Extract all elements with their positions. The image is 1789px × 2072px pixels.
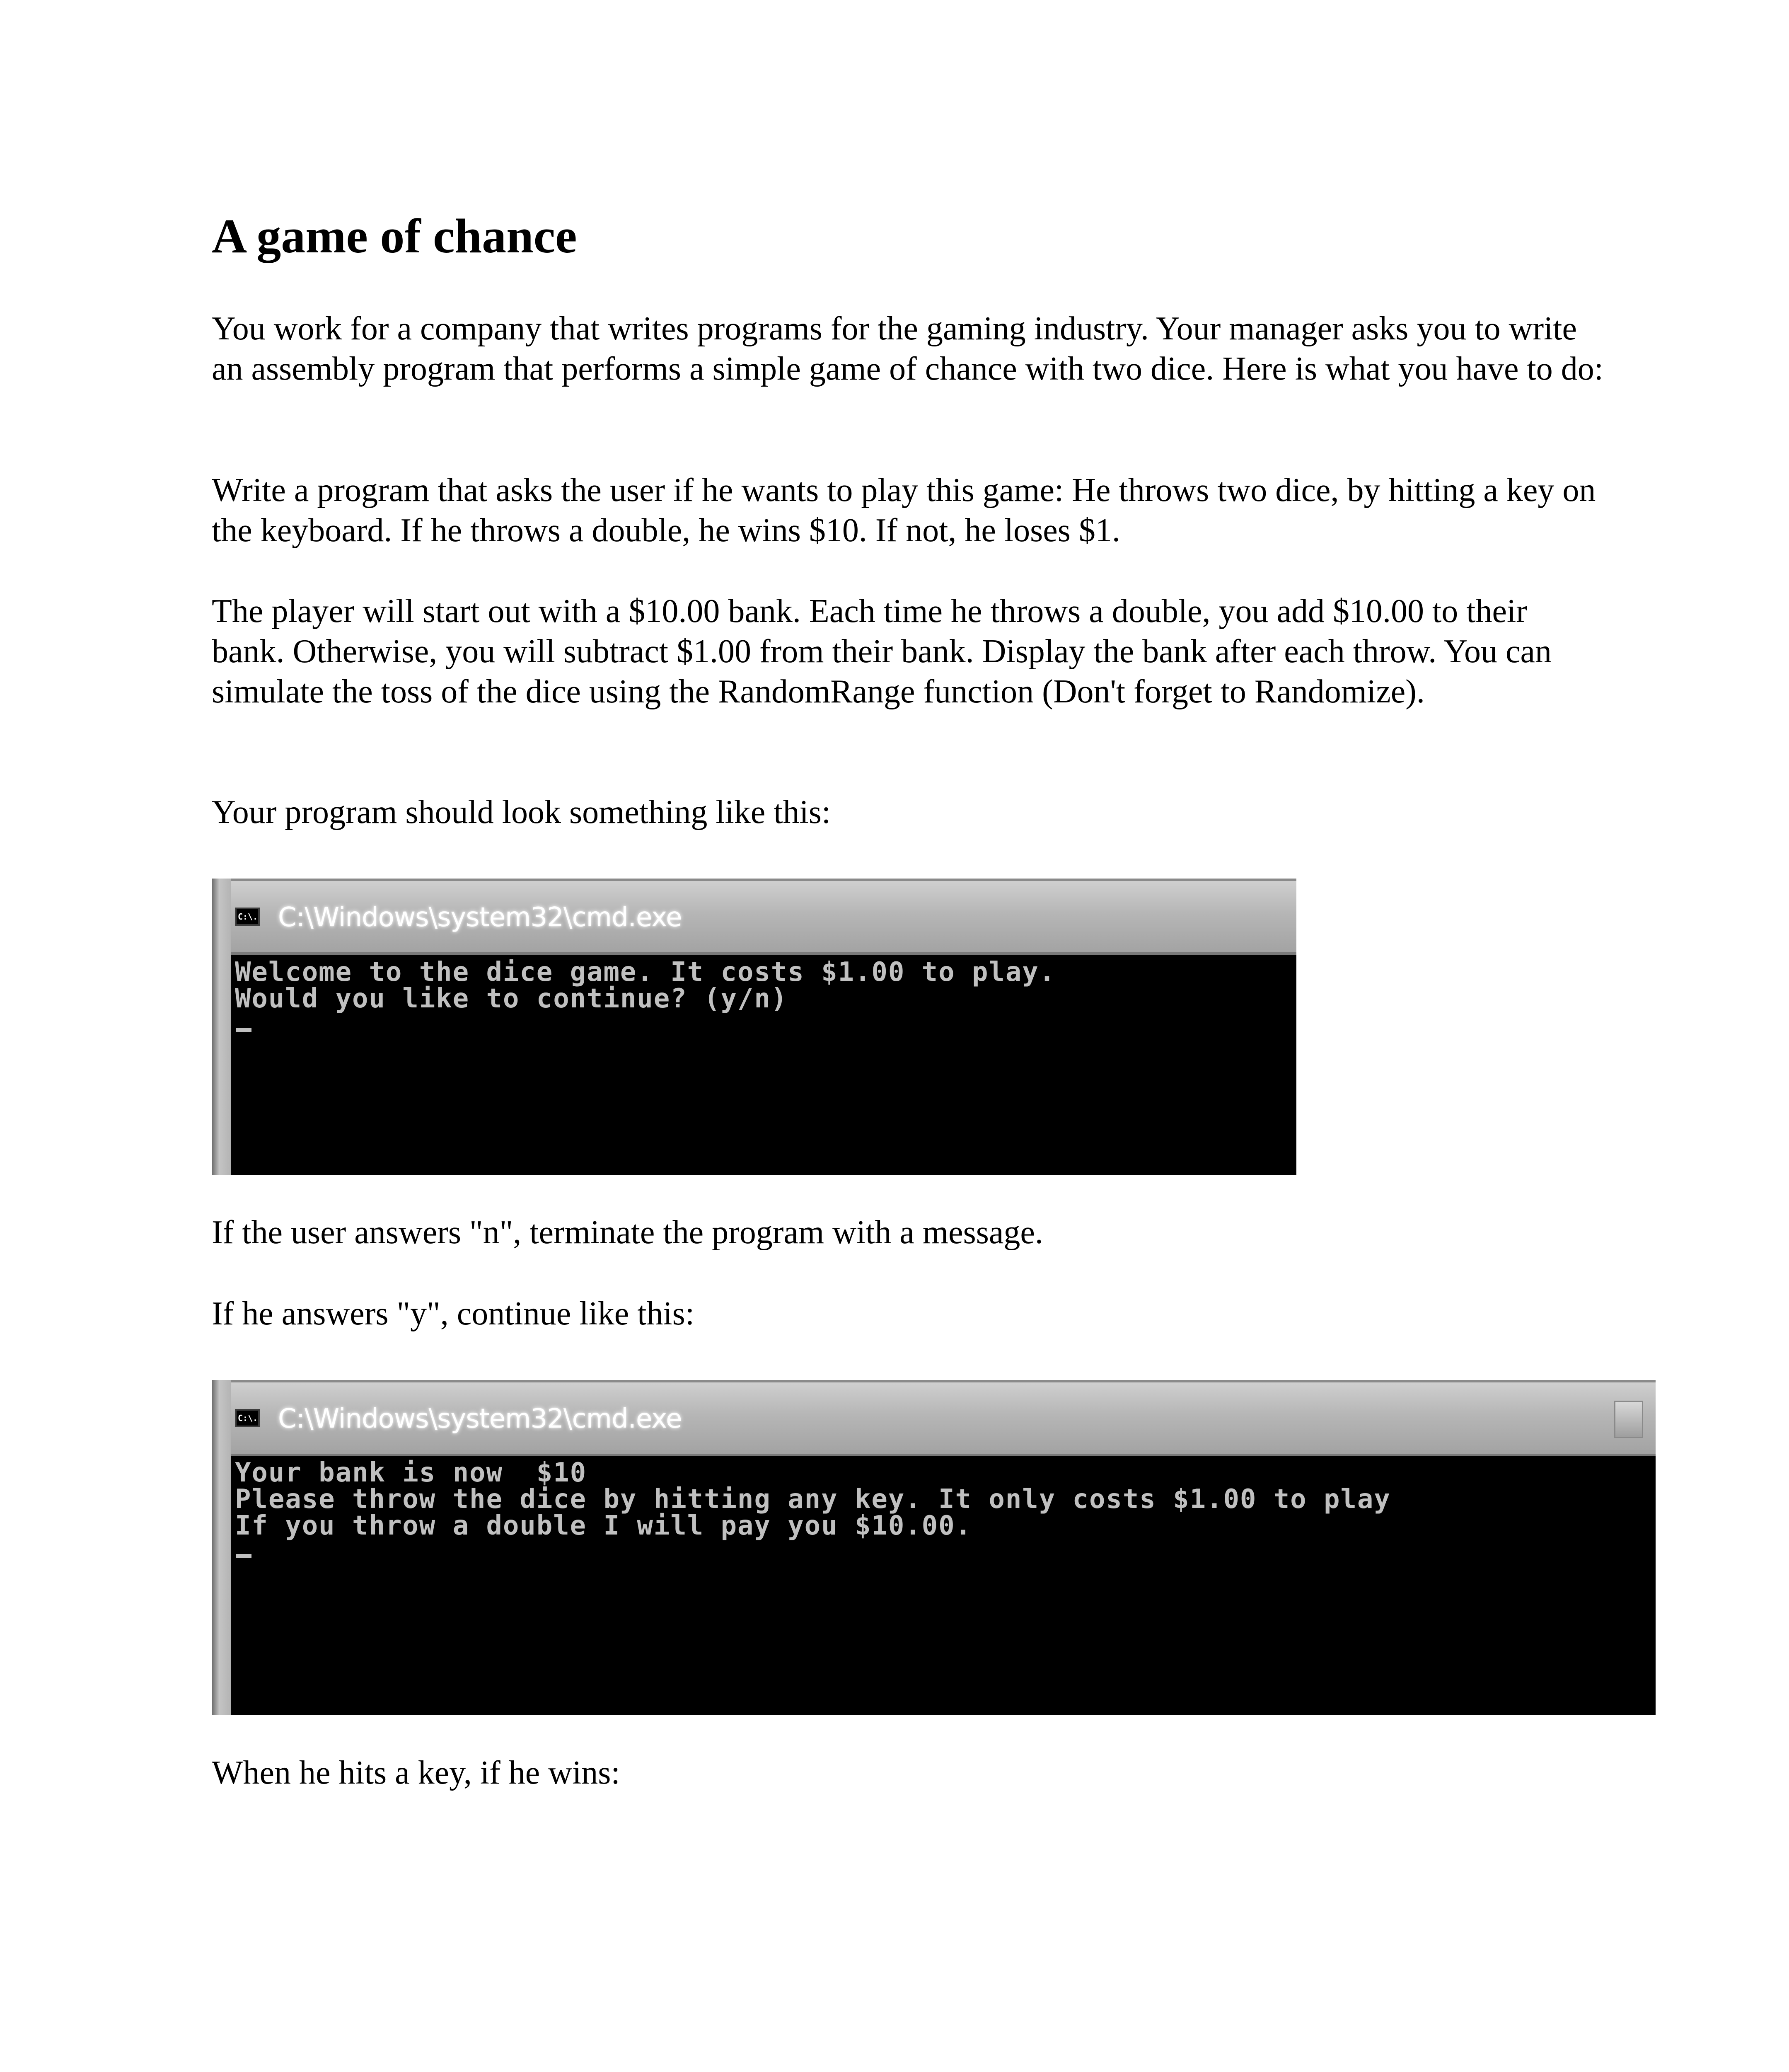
- console-titlebar: [212, 879, 1296, 952]
- console-screenshot-bank: [212, 1380, 1656, 1715]
- console-screenshot-welcome: [212, 879, 1296, 1175]
- page-title: A game of chance: [212, 209, 577, 263]
- console-window-title: C:\Windows\system32\cmd.exe: [278, 1404, 682, 1434]
- console-line: Would you like to continue? (y/n): [235, 983, 788, 1014]
- intro-paragraph: You work for a company that writes programs for the gaming industry. Your manager asks you to write an assembly program that performs a simple game of chance with two dice. Here is what you have to do:: [212, 310, 1603, 387]
- cmd-icon: C:\.: [235, 908, 260, 926]
- console-titlebar: [212, 1380, 1656, 1454]
- console-line: Welcome to the dice game. It costs $1.00 to play.: [235, 957, 1056, 988]
- console-frame-left: [212, 879, 231, 1175]
- game-rules-paragraph: Write a program that asks the user if he wants to play this game: He throws two dice, by hitting a key on the keyboard. If he throws a double, he wins $10. If not, he loses $1.: [212, 472, 1596, 549]
- console-window-title: C:\Windows\system32\cmd.exe: [278, 902, 682, 933]
- bank-rules-paragraph: The player will start out with a $10.00 bank. Each time he throws a double, you add $10.00 to their bank. Otherwise, you will subtract $1.00 from their bank. Display the bank after each throw. You can simulate the toss of the dice using the RandomRange function (Don't forget to Randomize).: [212, 593, 1552, 710]
- answer-y-paragraph: If he answers "y", continue like this:: [212, 1295, 695, 1332]
- win-paragraph: When he hits a key, if he wins:: [212, 1755, 620, 1791]
- console-line: Please throw the dice by hitting any key. It only costs $1.00 to play: [235, 1484, 1391, 1515]
- console-line: If you throw a double I will pay you $10.00.: [235, 1510, 972, 1541]
- window-control-icon: [1614, 1401, 1643, 1438]
- cmd-icon: C:\.: [235, 1409, 260, 1427]
- example-intro-paragraph: Your program should look something like this:: [212, 794, 831, 830]
- console-line: Your bank is now $10: [235, 1457, 587, 1488]
- console-screen: [231, 952, 1296, 1175]
- console-cursor: [236, 1028, 251, 1032]
- console-frame-left: [212, 1380, 231, 1715]
- answer-n-paragraph: If the user answers "n", terminate the program with a message.: [212, 1214, 1043, 1251]
- console-screen: [231, 1454, 1656, 1715]
- console-cursor: [236, 1554, 251, 1558]
